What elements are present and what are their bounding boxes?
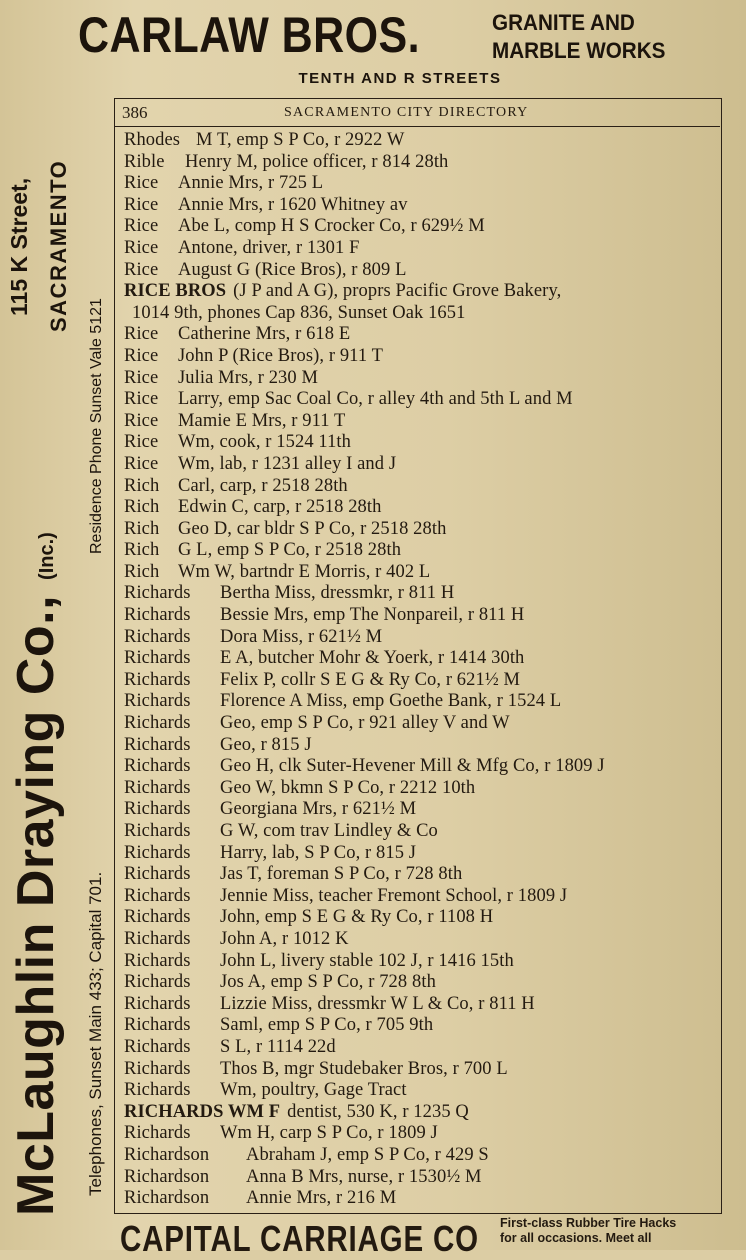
bottom-ad-tagline [500, 1216, 740, 1246]
entry-details: Carl, carp, r 2518 28th [178, 475, 348, 496]
directory-entry [124, 821, 720, 843]
directory-entry [124, 476, 720, 498]
directory-entry [124, 454, 720, 476]
entry-surname: Richards [124, 777, 191, 798]
entry-details: dentist, 530 K, r 1235 Q [287, 1101, 469, 1122]
directory-entry [124, 713, 720, 735]
entry-details: 1014 9th, phones Cap 836, Sunset Oak 1651 [132, 302, 466, 323]
entry-details: Thos B, mgr Studebaker Bros, r 700 L [220, 1058, 508, 1079]
side-ad-street: 115 K Street, [6, 177, 32, 316]
entry-surname: Rich [124, 540, 160, 561]
entry-surname: Rich [124, 497, 160, 518]
entry-surname: Rice [124, 324, 159, 345]
entry-surname: Richards [124, 1123, 191, 1144]
directory-entry [124, 519, 720, 541]
bottom-ad-tagline-line: First-class Rubber Tire Hacks [500, 1216, 677, 1230]
directory-entry [124, 130, 720, 152]
directory-entry [124, 1080, 720, 1102]
entry-surname: Rice [124, 345, 159, 366]
directory-entry [124, 152, 720, 174]
entry-surname: Rice [124, 259, 159, 280]
top-advertisement [0, 0, 746, 96]
directory-entry [124, 281, 720, 303]
directory-entry [124, 497, 720, 519]
directory-entry [124, 1015, 720, 1037]
entry-details: Jos A, emp S P Co, r 728 8th [220, 972, 436, 993]
directory-entry [124, 260, 720, 282]
entry-details: John A, r 1012 K [220, 928, 349, 949]
entry-surname: Richards [124, 993, 191, 1014]
entry-details: Jennie Miss, teacher Fremont School, r 1809 J [220, 885, 568, 906]
directory-title: SACRAMENTO CITY DIRECTORY [284, 105, 529, 120]
side-ad-company-name: McLaughlin Draying Co., [7, 594, 65, 1216]
entry-surname: Rice [124, 410, 159, 431]
entry-surname: Richards [124, 1080, 191, 1101]
entry-details: Geo H, clk Suter-Hevener Mill & Mfg Co, r 1809 J [220, 756, 605, 777]
entry-details: Geo D, car bldr S P Co, r 2518 28th [178, 518, 447, 539]
entry-details: (J P and A G), proprs Pacific Grove Bakery, [233, 281, 562, 302]
directory-entry [124, 1123, 720, 1145]
entry-details: Edwin C, carp, r 2518 28th [178, 497, 382, 518]
entry-details: M T, emp S P Co, r 2922 W [196, 130, 405, 150]
bottom-ad-tagline-line: for all occasions. Meet all [500, 1231, 652, 1245]
entry-details: Antone, driver, r 1301 F [178, 237, 360, 258]
entry-surname: Rich [124, 561, 160, 582]
entry-details: Henry M, police officer, r 814 28th [185, 151, 449, 172]
entry-surname: Richardson [124, 1166, 210, 1187]
entry-details: Wm, cook, r 1524 11th [178, 432, 352, 453]
directory-entry [124, 864, 720, 886]
entry-details: Dora Miss, r 621½ M [220, 626, 383, 647]
ad-company-name: CARLAW BROS. [78, 7, 420, 63]
directory-entry [124, 540, 720, 562]
directory-entry [124, 648, 720, 670]
entry-details: Abe L, comp H S Crocker Co, r 629½ M [178, 216, 485, 237]
entry-surname: Richards [124, 1058, 191, 1079]
entry-details: John P (Rice Bros), r 911 T [178, 345, 383, 366]
side-ad-company [6, 532, 66, 1216]
directory-entry [124, 432, 720, 454]
directory-entry [124, 1059, 720, 1081]
entry-details: Jas T, foreman S P Co, r 728 8th [220, 864, 463, 885]
directory-entry [124, 368, 720, 390]
entry-surname: Rich [124, 518, 160, 539]
entry-surname: Rice [124, 453, 159, 474]
entry-details: Annie Mrs, r 216 M [246, 1188, 397, 1209]
entry-surname: Richards [124, 605, 191, 626]
page-number: 386 [122, 103, 148, 122]
ad-tagline-line: GRANITE AND [492, 10, 635, 35]
directory-entry [124, 778, 720, 800]
entry-details: Geo, r 815 J [220, 734, 312, 755]
directory-entry [124, 1037, 720, 1059]
entry-details: Bessie Mrs, emp The Nonpareil, r 811 H [220, 605, 525, 626]
entry-surname: Richards [124, 713, 191, 734]
directory-entry [124, 1167, 720, 1189]
directory-entry [124, 972, 720, 994]
directory-entry [124, 691, 720, 713]
entry-surname: Richards [124, 885, 191, 906]
directory-entry [124, 346, 720, 368]
directory-entry [124, 1188, 720, 1210]
directory-entry [124, 238, 720, 260]
entry-surname: Rice [124, 173, 159, 194]
directory-entry [124, 583, 720, 605]
entry-details: Larry, emp Sac Coal Co, r alley 4th and 5th L and M [178, 389, 573, 410]
entry-surname: Rich [124, 475, 160, 496]
entry-surname: Richards [124, 907, 191, 928]
entry-details: Saml, emp S P Co, r 705 9th [220, 1015, 434, 1036]
directory-entry [124, 951, 720, 973]
entry-details: Abraham J, emp S P Co, r 429 S [246, 1144, 489, 1165]
entry-surname: Rice [124, 216, 159, 237]
entry-details: E A, butcher Mohr & Yoerk, r 1414 30th [220, 648, 525, 669]
entry-details: Catherine Mrs, r 618 E [178, 324, 351, 345]
entry-surname: Richards [124, 821, 191, 841]
entry-surname: Richards [124, 734, 191, 755]
entry-details: Geo, emp S P Co, r 921 alley V and W [220, 713, 510, 734]
entry-details: Annie Mrs, r 1620 Whitney av [178, 194, 408, 215]
directory-entry [124, 670, 720, 692]
directory-entry [124, 324, 720, 346]
directory-entry [124, 195, 720, 217]
entry-details: August G (Rice Bros), r 809 L [178, 259, 407, 280]
entry-details: S L, r 1114 22d [220, 1036, 336, 1057]
entry-details: Florence A Miss, emp Goethe Bank, r 1524 L [220, 691, 562, 712]
page-header [122, 103, 718, 125]
entry-details: Wm H, carp S P Co, r 1809 J [220, 1123, 438, 1144]
entry-details: John L, livery stable 102 J, r 1416 15th [220, 950, 514, 971]
entry-surname: Rice [124, 194, 159, 215]
entry-surname: Richards [124, 669, 191, 690]
entry-surname: Rible [124, 151, 165, 172]
entry-details: Wm, lab, r 1231 alley I and J [178, 453, 397, 474]
entry-details: Lizzie Miss, dressmkr W L & Co, r 811 H [220, 993, 535, 1014]
entry-details: Annie Mrs, r 725 L [178, 173, 324, 194]
side-ad-residence-phone: Residence Phone Sunset Vale 5121 [88, 298, 105, 554]
directory-entry [124, 411, 720, 433]
directory-entry-continuation [124, 303, 720, 325]
directory-entry [124, 735, 720, 757]
entry-details: Wm W, bartndr E Morris, r 402 L [178, 561, 431, 582]
entry-surname: RICE BROS [124, 281, 227, 302]
entry-surname: Richards [124, 842, 191, 863]
bottom-ad-company: CAPITAL CARRIAGE CO [120, 1218, 479, 1259]
entry-details: Julia Mrs, r 230 M [178, 367, 319, 388]
directory-entry [124, 562, 720, 584]
directory-entry [124, 1102, 720, 1124]
entry-details: John, emp S E G & Ry Co, r 1108 H [220, 907, 494, 928]
entry-surname: Richards [124, 756, 191, 777]
directory-entry [124, 843, 720, 865]
entry-surname: Richardson [124, 1188, 210, 1209]
entry-surname: Richards [124, 691, 191, 712]
directory-entry [124, 756, 720, 778]
directory-entry [124, 907, 720, 929]
entry-details: Anna B Mrs, nurse, r 1530½ M [246, 1166, 482, 1187]
directory-entry [124, 929, 720, 951]
directory-entry [124, 605, 720, 627]
side-ad-telephones: Telephones, Sunset Main 433; Capital 701. [86, 871, 105, 1196]
entry-details: Felix P, collr S E G & Ry Co, r 621½ M [220, 669, 521, 690]
entry-surname: Richards [124, 1015, 191, 1036]
entry-surname: Richards [124, 1036, 191, 1057]
ad-tagline-line: MARBLE WORKS [492, 38, 666, 63]
entry-details: Harry, lab, S P Co, r 815 J [220, 842, 417, 863]
entry-details: Georgiana Mrs, r 621½ M [220, 799, 417, 820]
side-advertisement [0, 96, 116, 1250]
directory-entry [124, 216, 720, 238]
entry-surname: Richards [124, 950, 191, 971]
directory-entry [124, 799, 720, 821]
entry-surname: Rice [124, 367, 159, 388]
directory-entry [124, 173, 720, 195]
entry-details: Wm, poultry, Gage Tract [220, 1080, 407, 1101]
directory-entry [124, 1145, 720, 1167]
entry-surname: Rhodes [124, 130, 181, 150]
entry-surname: Richards [124, 864, 191, 885]
bottom-advertisement [116, 1212, 746, 1259]
entry-surname: Richards [124, 799, 191, 820]
entry-surname: Rice [124, 237, 159, 258]
directory-entry [124, 994, 720, 1016]
directory-entry [124, 886, 720, 908]
entry-details: Geo W, bkmn S P Co, r 2212 10th [220, 777, 476, 798]
entry-surname: RICHARDS WM F [124, 1101, 281, 1122]
header-rule [114, 126, 720, 127]
side-ad-inc: (Inc.) [36, 532, 58, 580]
entry-surname: Richardson [124, 1144, 210, 1165]
entry-details: G W, com trav Lindley & Co [220, 821, 438, 841]
entry-details: Bertha Miss, dressmkr, r 811 H [220, 583, 455, 604]
entry-details: Mamie E Mrs, r 911 T [178, 410, 346, 431]
side-ad-city: SACRAMENTO [46, 159, 71, 332]
entry-details: G L, emp S P Co, r 2518 28th [178, 540, 402, 561]
entry-surname: Richards [124, 583, 191, 604]
directory-entry [124, 627, 720, 649]
entry-surname: Rice [124, 389, 159, 410]
entry-surname: Richards [124, 972, 191, 993]
ad-address: TENTH AND R STREETS [298, 70, 502, 87]
entry-surname: Rice [124, 432, 159, 453]
directory-entries [124, 130, 720, 1210]
entry-surname: Richards [124, 928, 191, 949]
directory-entry [124, 389, 720, 411]
entry-surname: Richards [124, 626, 191, 647]
entry-surname: Richards [124, 648, 191, 669]
ad-tagline [492, 9, 732, 65]
